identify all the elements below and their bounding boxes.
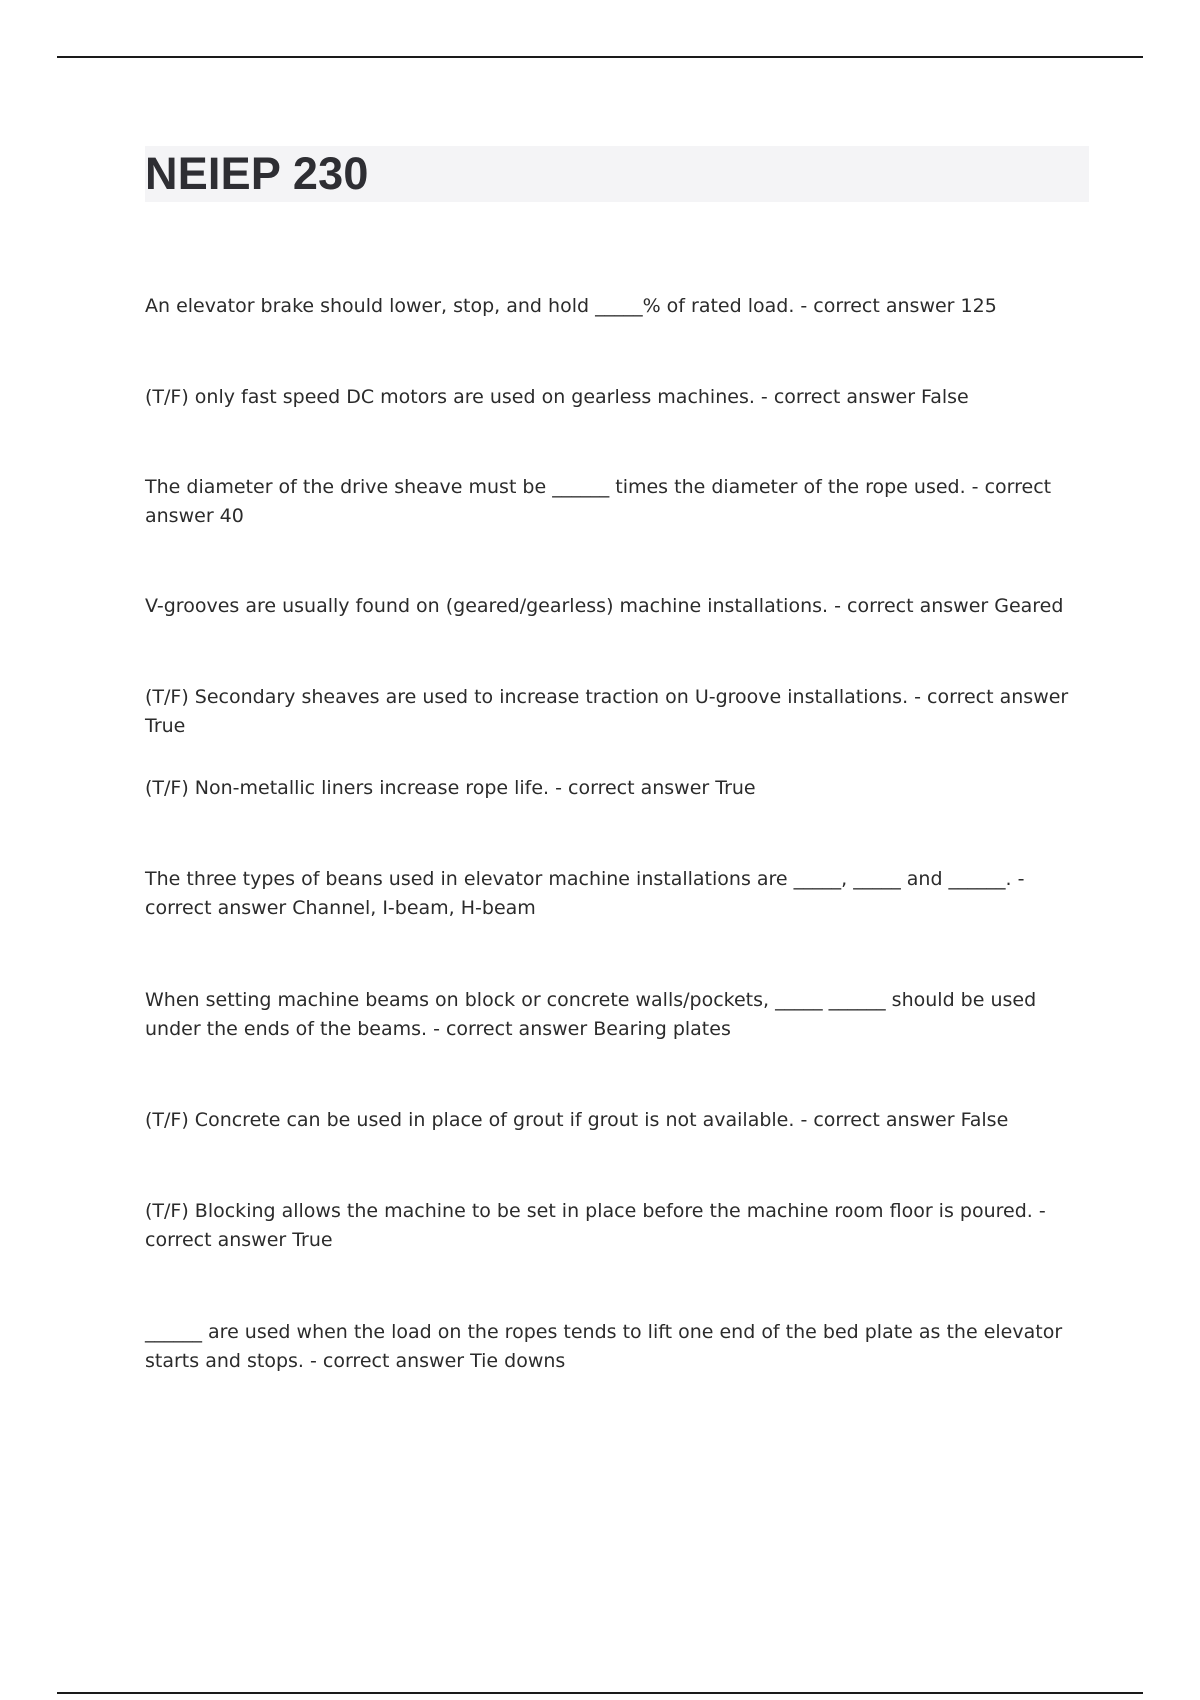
question-item: (T/F) Secondary sheaves are used to increase traction on U-groove installations. - correct answer True — [145, 686, 1069, 737]
top-rule — [57, 56, 1143, 58]
page-title: NEIEP 230 — [145, 148, 369, 199]
question-item: ______ are used when the load on the ropes tends to lift one end of the bed plate as the elevator starts and stops. - correct answer Tie downs — [145, 1321, 1063, 1372]
question-item: The diameter of the drive sheave must be ______ times the diameter of the rope used. - correct answer 40 — [145, 476, 1052, 527]
question-item: V-grooves are usually found on (geared/gearless) machine installations. - correct answer Geared — [145, 595, 1064, 617]
question-item: (T/F) Concrete can be used in place of grout if grout is not available. - correct answer False — [145, 1109, 1009, 1131]
question-item: (T/F) Non-metallic liners increase rope life. - correct answer True — [145, 777, 756, 799]
bottom-rule — [57, 1692, 1143, 1694]
question-item: When setting machine beams on block or concrete walls/pockets, _____ ______ should be used under the ends of the beams. - correct answer Bearing plates — [145, 989, 1037, 1040]
question-item: An elevator brake should lower, stop, and hold _____% of rated load. - correct answer 125 — [145, 295, 997, 317]
question-item: The three types of beans used in elevator machine installations are _____, _____ and ______. - correct answer Channel, I-beam, H-beam — [145, 868, 1025, 919]
question-item: (T/F) only fast speed DC motors are used on gearless machines. - correct answer False — [145, 386, 969, 408]
question-item: (T/F) Blocking allows the machine to be set in place before the machine room floor is poured. - correct answer True — [145, 1200, 1046, 1251]
